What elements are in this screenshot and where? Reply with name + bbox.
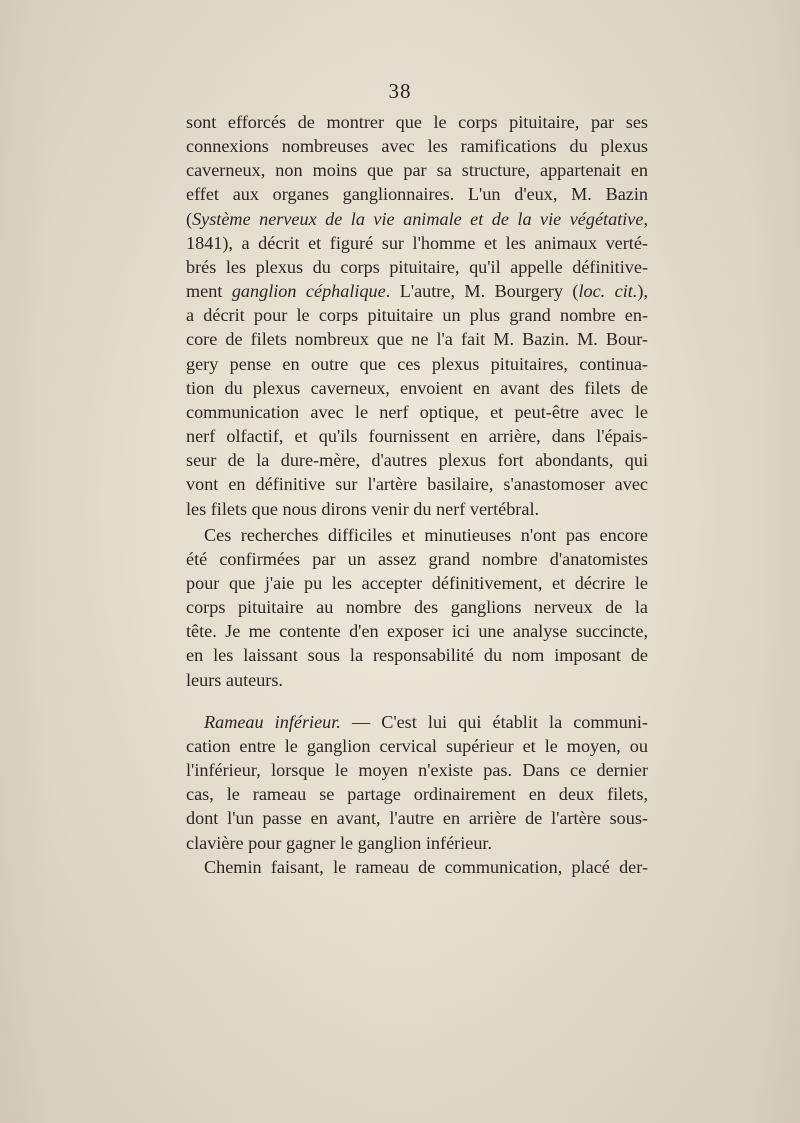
text-line: tion du plexus caverneux, envoient en avant des filets de	[186, 377, 648, 398]
text-line: Chemin faisant, le rameau de communication, placé der-	[204, 856, 648, 877]
text-line: vont en définitive sur l'artère basilaire, s'anastomoser avec	[186, 474, 648, 495]
text-line: clavière pour gagner le ganglion inférieur.	[186, 832, 493, 853]
italic-run: Système nerveux de la vie animale et de la vie végétative	[192, 208, 644, 229]
text-line: seur de la dure-mère, d'autres plexus fort abondants, qui	[186, 450, 648, 471]
text-line: core de filets nombreux que ne l'a fait M. Bazin. M. Bour-	[186, 329, 648, 350]
paragraph	[186, 710, 648, 855]
text-fragment: — C'est lui qui établit la communi-	[340, 711, 648, 732]
text-line: 1841), a décrit et figuré sur l'homme et les animaux verté-	[186, 232, 648, 253]
page-number: 38	[388, 79, 412, 103]
text-line: les filets que nous dirons venir du nerf vertébral.	[186, 498, 540, 519]
text-line: sont efforcés de montrer que le corps pituitaire, par ses	[186, 112, 648, 132]
section-heading: Rameau inférieur.	[204, 711, 341, 732]
paragraph	[186, 523, 648, 692]
text-line: ment ganglion céphalique. L'autre, M. Bourgery (loc. cit.),	[186, 281, 648, 302]
text-line: a décrit pour le corps pituitaire un plus grand nombre en-	[186, 305, 648, 326]
text-line: corps pituitaire au nombre des ganglions nerveux de la	[186, 597, 648, 618]
paragraph	[186, 855, 648, 879]
text-line: cas, le rameau se partage ordinairement en deux filets,	[186, 784, 648, 805]
text-line: été confirmées par un assez grand nombre d'anatomistes	[186, 548, 648, 569]
text-line: effet aux organes ganglionnaires. L'un d'eux, M. Bazin	[186, 184, 648, 205]
text-line: connexions nombreuses avec les ramifications du plexus	[186, 136, 648, 157]
text-line: gery pense en outre que ces plexus pituitaires, continua-	[186, 353, 648, 374]
text-line: brés les plexus du corps pituitaire, qu'il appelle définitive-	[186, 256, 648, 277]
text-line: communication avec le nerf optique, et peut-être avec le	[186, 401, 648, 422]
text-line: l'inférieur, lorsque le moyen n'existe pas. Dans ce dernier	[186, 760, 648, 781]
text-line: (Système nerveux de la vie animale et de la vie végétative,	[186, 208, 648, 229]
text-line	[186, 710, 648, 734]
text-line: Ces recherches difficiles et minutieuses n'ont pas encore	[204, 524, 648, 545]
text-line: tête. Je me contente d'en exposer ici une analyse succincte,	[186, 621, 648, 642]
body-text	[186, 110, 648, 879]
text-line: nerf olfactif, et qu'ils fournissent en arrière, dans l'épais-	[186, 426, 648, 447]
text-line: en les laissant sous la responsabilité du nom imposant de	[186, 645, 648, 666]
text-line: leurs auteurs.	[186, 669, 283, 690]
italic-run: loc. cit.	[578, 281, 638, 302]
paragraph	[186, 110, 648, 521]
italic-run: ganglion céphalique	[231, 281, 386, 302]
text-line: cation entre le ganglion cervical supérieur et le moyen, ou	[186, 735, 648, 756]
text-line: caverneux, non moins que par sa structure, appartenait en	[186, 160, 648, 181]
text-line: pour que j'aie pu les accepter définitivement, et décrire le	[186, 572, 648, 593]
text-line: dont l'un passe en avant, l'autre en arrière de l'artère sous-	[186, 808, 648, 829]
